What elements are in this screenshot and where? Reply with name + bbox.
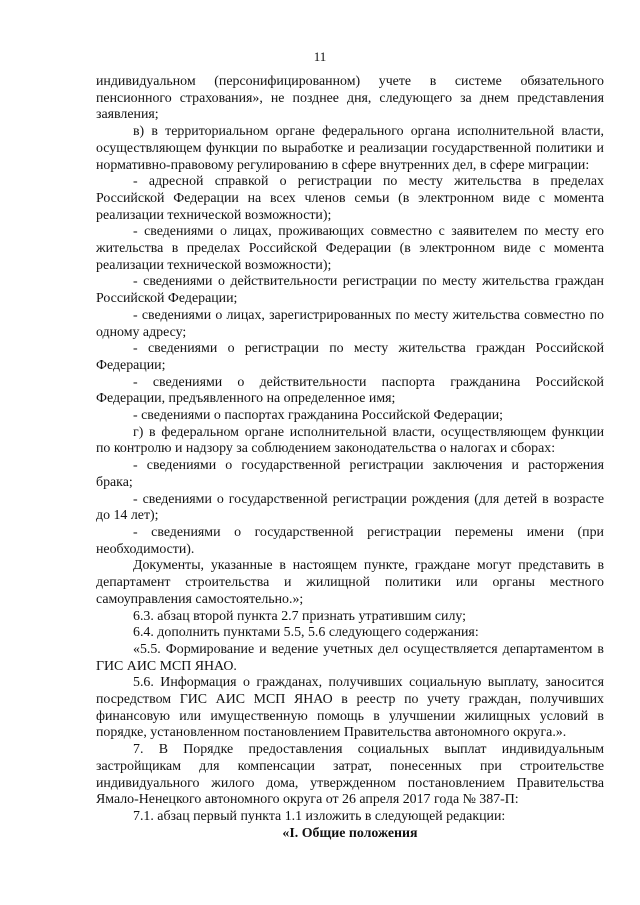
paragraph-documents: Документы, указанные в настоящем пункте, граждане могут представить в департамент строительства и жилищной политики или органы местного самоуправления самостоятельно.»;	[96, 558, 604, 607]
paragraph-pension-tail: индивидуальном (персонифицированном) учете в системе обязательного пенсионного страхования», не позднее дня, следующего за днем представления заявления;	[96, 74, 604, 123]
section-heading: «I. Общие положения	[282, 825, 418, 841]
item-passport-validity: - сведениями о действительности паспорта гражданина Российской Федерации, предъявленного на определенное имя;	[96, 374, 604, 407]
paragraph-6-4: 6.4. дополнить пунктами 5.5, 5.6 следующего содержания:	[133, 625, 479, 641]
paragraph-5-5: «5.5. Формирование и ведение учетных дел осуществляется департаментом в ГИС АИС МСП ЯНАО.	[96, 641, 604, 674]
item-residence-registration: - сведениями о регистрации по месту жительства граждан Российской Федерации;	[96, 341, 604, 373]
item-cohabitants-info: - сведениями о лицах, проживающих совместно с заявителем по месту его жительства в пределах Российской Федерации (в электронном виде с момента реализации технической возможности);	[96, 224, 604, 273]
item-registration-validity: - сведениями о действительности регистрации по месту жительства граждан Российской Федерации;	[96, 274, 604, 307]
paragraph-tax-authority: г) в федеральном органе исполнительной власти, осуществляющем функции по контролю и надзору за соблюдением законодательства о налогах и сборах:	[96, 424, 604, 457]
item-marriage-registration: - сведениями о государственной регистрации заключения и расторжения брака;	[96, 458, 604, 490]
page-number: 11	[313, 49, 327, 64]
paragraph-7: 7. В Порядке предоставления социальных выплат индивидуальным застройщикам для компенсации затрат, понесенных при строительстве индивидуального жилого дома, утвержденном постановлением Правительства Ямало-Ненецкого автономного округа от 26 апреля 2017 года № 387-П:	[96, 742, 604, 808]
item-passports: - сведениями о паспортах гражданина Российской Федерации;	[133, 408, 504, 424]
paragraph-5-6: 5.6. Информация о гражданах, получивших социальную выплату, заносится посредством ГИС АИС МСП ЯНАО в реестр по учету граждан, получивших финансовую или имущественную помощь в улучшении жилищных условий в порядке, установленном постановлением Правительства автономного округа.».	[96, 675, 604, 741]
item-address-certificate: - адресной справкой о регистрации по месту жительства в пределах Российской Федерации на всех членов семьи (в электронном виде с момента реализации технической возможности);	[96, 174, 604, 223]
item-birth-registration: - сведениями о государственной регистрации рождения (для детей в возрасте до 14 лет);	[96, 491, 604, 524]
item-same-address: - сведениями о лицах, зарегистрированных по месту жительства совместно по одному адресу;	[96, 307, 604, 340]
paragraph-7-1: 7.1. абзац первый пункта 1.1 изложить в следующей редакции:	[133, 808, 506, 824]
paragraph-6-3: 6.3. абзац второй пункта 2.7 признать утратившим силу;	[133, 608, 466, 624]
paragraph-migration-authority: в) в территориальном органе федерального органа исполнительной власти, осуществляющем функции по выработке и реализации государственной политики и нормативно-правовому регулированию в сфере внутренних дел, в сфере миграции:	[96, 124, 604, 173]
item-name-change: - сведениями о государственной регистрации перемены имени (при необходимости).	[96, 524, 604, 557]
document-body	[96, 74, 604, 842]
